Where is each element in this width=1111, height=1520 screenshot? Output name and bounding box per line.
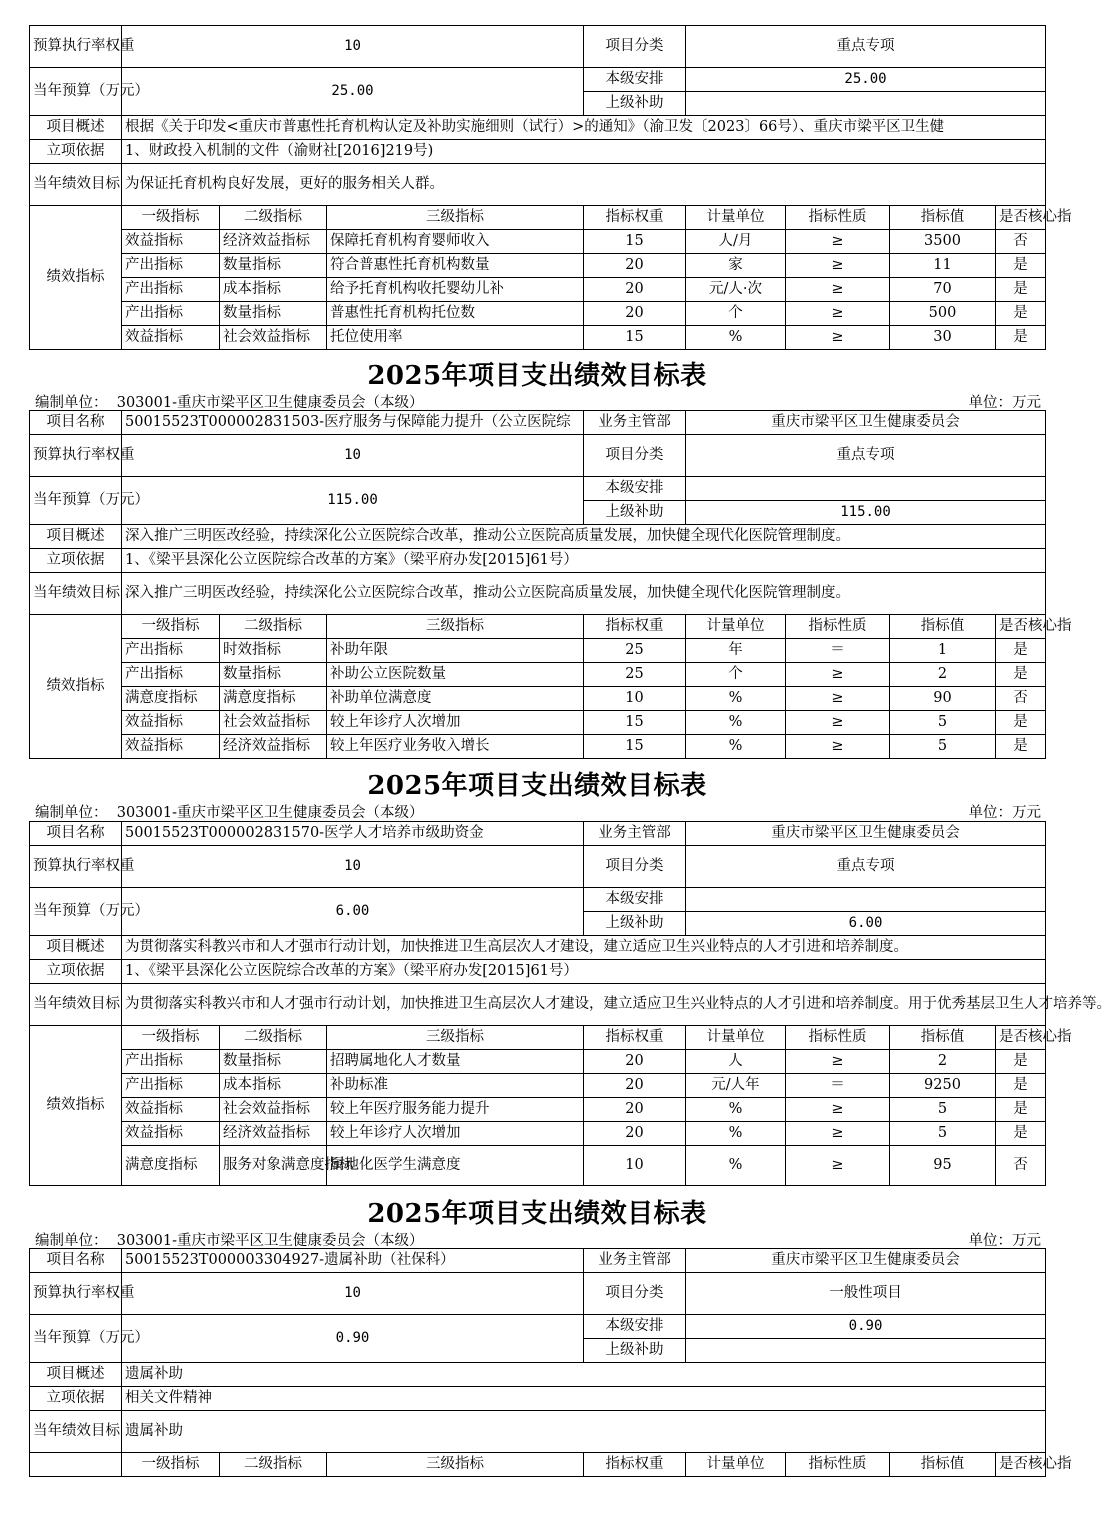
basis-value: 1、《梁平县深化公立医院综合改革的方案》（梁平府办发[2015]61号） — [122, 960, 1046, 984]
overview-value: 为贯彻落实科教兴市和人才强市行动计划，加快推进卫生高层次人才建设，建立适应卫生兴业特点的人才引进和培养制度。 — [122, 936, 1046, 960]
perf-header: 三级指标 — [327, 615, 584, 639]
perf-header: 三级指标 — [327, 1453, 584, 1477]
perf-cell: 人/月 — [686, 230, 786, 254]
perf-label: 绩效指标 — [30, 1026, 122, 1186]
perf-cell: 效益指标 — [122, 230, 220, 254]
perf-header: 三级指标 — [327, 1026, 584, 1050]
goal-value: 遗属补助 — [122, 1411, 1046, 1453]
perf-cell: 元/人年 — [686, 1074, 786, 1098]
perf-row — [30, 326, 1046, 350]
perf-row — [30, 1074, 1046, 1098]
perf-cell: 给予托育机构收托婴幼儿补 — [327, 278, 584, 302]
perf-cell: 满意度指标 — [122, 1146, 220, 1186]
perf-cell: 经济效益指标 — [220, 230, 327, 254]
perf-cell: 否 — [996, 1146, 1046, 1186]
perf-header: 指标权重 — [584, 1453, 686, 1477]
dept-value: 重庆市梁平区卫生健康委员会 — [686, 411, 1046, 435]
unit-label: 编制单位： — [35, 395, 108, 411]
perf-cell: 是 — [996, 1050, 1046, 1074]
basis-label: 立项依据 — [30, 1387, 122, 1411]
perf-cell: 5 — [890, 735, 996, 759]
perf-cell: 10 — [584, 687, 686, 711]
overview-label: 项目概述 — [30, 116, 122, 140]
perf-header: 计量单位 — [686, 1026, 786, 1050]
basis-label: 立项依据 — [30, 140, 122, 164]
perf-cell: 产出指标 — [122, 639, 220, 663]
perf-cell: 补助年限 — [327, 639, 584, 663]
budget-value: 25.00 — [122, 68, 584, 116]
perf-cell: 经济效益指标 — [220, 735, 327, 759]
category-label: 项目分类 — [584, 435, 686, 477]
perf-header: 指标权重 — [584, 1026, 686, 1050]
perf-header: 指标性质 — [786, 1026, 890, 1050]
perf-row — [30, 1050, 1046, 1074]
perf-header: 一级指标 — [122, 615, 220, 639]
perf-row — [30, 302, 1046, 326]
overview-label: 项目概述 — [30, 1363, 122, 1387]
perf-cell: 是 — [996, 663, 1046, 687]
perf-cell: 数量指标 — [220, 663, 327, 687]
perf-cell: 满意度指标 — [220, 687, 327, 711]
perf-header: 二级指标 — [220, 206, 327, 230]
perf-row — [30, 639, 1046, 663]
perf-row — [30, 254, 1046, 278]
perf-cell: % — [686, 711, 786, 735]
perf-cell: % — [686, 1146, 786, 1186]
perf-cell: 30 — [890, 326, 996, 350]
perf-cell: ≥ — [786, 735, 890, 759]
perf-cell: 500 — [890, 302, 996, 326]
page-title: 2025年项目支出绩效目标表 — [367, 1199, 707, 1229]
perf-cell: 20 — [584, 302, 686, 326]
perf-cell: 时效指标 — [220, 639, 327, 663]
perf-header: 一级指标 — [122, 206, 220, 230]
org-name: 303001-重庆市梁平区卫生健康委员会（本级） — [116, 1233, 424, 1249]
basis-value: 相关文件精神 — [122, 1387, 1046, 1411]
perf-cell: 是 — [996, 326, 1046, 350]
basis-label: 立项依据 — [30, 549, 122, 573]
local-label: 本级安排 — [584, 1315, 686, 1339]
exec-weight-label: 预算执行率权重 — [30, 26, 122, 68]
upper-value — [686, 1339, 1046, 1363]
dept-value: 重庆市梁平区卫生健康委员会 — [686, 1249, 1046, 1273]
perf-cell: 95 — [890, 1146, 996, 1186]
perf-row — [30, 230, 1046, 254]
perf-cell: % — [686, 326, 786, 350]
goal-label: 当年绩效目标 — [30, 573, 122, 615]
perf-row — [30, 278, 1046, 302]
goal-value: 为保证托育机构良好发展，更好的服务相关人群。 — [122, 164, 1046, 206]
perf-cell: 数量指标 — [220, 302, 327, 326]
perf-cell: 20 — [584, 278, 686, 302]
table-3 — [29, 821, 1111, 1186]
budget-value: 0.90 — [122, 1315, 584, 1363]
perf-cell: 20 — [584, 1074, 686, 1098]
upper-value — [686, 92, 1046, 116]
perf-cell: 是 — [996, 302, 1046, 326]
perf-cell: 效益指标 — [122, 1098, 220, 1122]
perf-label: 绩效指标 — [30, 615, 122, 759]
perf-cell: 是 — [996, 1098, 1046, 1122]
perf-cell: 成本指标 — [220, 278, 327, 302]
goal-label: 当年绩效目标 — [30, 1411, 122, 1453]
project-name-value: 50015523T000002831503-医疗服务与保障能力提升（公立医院综 — [122, 411, 584, 435]
perf-cell: 70 — [890, 278, 996, 302]
perf-cell: 较上年医疗服务能力提升 — [327, 1098, 584, 1122]
category-label: 项目分类 — [584, 26, 686, 68]
perf-cell: 服务对象满意度指标 — [220, 1146, 327, 1186]
perf-cell: 20 — [584, 254, 686, 278]
exec-weight-label: 预算执行率权重 — [30, 1273, 122, 1315]
overview-label: 项目概述 — [30, 525, 122, 549]
dept-value: 重庆市梁平区卫生健康委员会 — [686, 822, 1046, 846]
perf-cell: 15 — [584, 735, 686, 759]
project-name-label: 项目名称 — [30, 1249, 122, 1273]
project-name-value: 50015523T000002831570-医学人才培养市级助资金 — [122, 822, 584, 846]
perf-cell: 效益指标 — [122, 326, 220, 350]
basis-value: 1、财政投入机制的文件（渝财社[2016]219号) — [122, 140, 1046, 164]
perf-cell: 数量指标 — [220, 254, 327, 278]
perf-cell: ≥ — [786, 1122, 890, 1146]
perf-cell: 较上年诊疗人次增加 — [327, 711, 584, 735]
budget-value: 115.00 — [122, 477, 584, 525]
perf-cell: 托位使用率 — [327, 326, 584, 350]
perf-cell: ≥ — [786, 1098, 890, 1122]
category-value: 重点专项 — [686, 846, 1046, 888]
perf-row — [30, 735, 1046, 759]
table-2 — [29, 410, 1072, 759]
unit-label: 编制单位： — [35, 1233, 108, 1249]
perf-cell: 3500 — [890, 230, 996, 254]
perf-cell: 属地化医学生满意度 — [327, 1146, 584, 1186]
perf-cell: 年 — [686, 639, 786, 663]
perf-cell: 符合普惠性托育机构数量 — [327, 254, 584, 278]
perf-cell: 数量指标 — [220, 1050, 327, 1074]
perf-cell: 成本指标 — [220, 1074, 327, 1098]
budget-label: 当年预算（万元） — [30, 477, 122, 525]
perf-cell: % — [686, 687, 786, 711]
budget-label: 当年预算（万元） — [30, 888, 122, 936]
exec-weight-value: 10 — [122, 846, 584, 888]
perf-row — [30, 663, 1046, 687]
perf-cell: 补助单位满意度 — [327, 687, 584, 711]
perf-cell: 11 — [890, 254, 996, 278]
perf-cell: ≥ — [786, 278, 890, 302]
perf-header: 指标值 — [890, 206, 996, 230]
perf-header: 是否核心指 — [996, 615, 1046, 639]
page-title: 2025年项目支出绩效目标表 — [367, 361, 707, 391]
exec-weight-value: 10 — [122, 26, 584, 68]
local-label: 本级安排 — [584, 888, 686, 912]
perf-header: 三级指标 — [327, 206, 584, 230]
perf-header: 计量单位 — [686, 615, 786, 639]
perf-header: 计量单位 — [686, 206, 786, 230]
perf-header: 是否核心指 — [996, 206, 1046, 230]
category-label: 项目分类 — [584, 1273, 686, 1315]
overview-value: 深入推广三明医改经验，持续深化公立医院综合改革，推动公立医院高质量发展，加快健全现代化医院管理制度。 — [122, 525, 1046, 549]
perf-row — [30, 1098, 1046, 1122]
perf-cell: 5 — [890, 1122, 996, 1146]
perf-cell: 产出指标 — [122, 278, 220, 302]
perf-cell: 社会效益指标 — [220, 711, 327, 735]
perf-cell: 产出指标 — [122, 663, 220, 687]
local-value: 0.90 — [686, 1315, 1046, 1339]
perf-cell: 90 — [890, 687, 996, 711]
perf-header: 二级指标 — [220, 1453, 327, 1477]
budget-value: 6.00 — [122, 888, 584, 936]
page-title: 2025年项目支出绩效目标表 — [367, 771, 707, 801]
perf-row — [30, 687, 1046, 711]
perf-cell: 普惠性托育机构托位数 — [327, 302, 584, 326]
perf-header: 指标值 — [890, 615, 996, 639]
perf-cell: ≥ — [786, 254, 890, 278]
perf-cell: 2 — [890, 1050, 996, 1074]
perf-row — [30, 1122, 1046, 1146]
perf-cell: 25 — [584, 663, 686, 687]
local-label: 本级安排 — [584, 477, 686, 501]
perf-cell: 是 — [996, 711, 1046, 735]
perf-cell: % — [686, 735, 786, 759]
perf-cell: 社会效益指标 — [220, 326, 327, 350]
perf-header: 二级指标 — [220, 615, 327, 639]
perf-cell: ≥ — [786, 302, 890, 326]
perf-cell: ≥ — [786, 326, 890, 350]
perf-cell: ≥ — [786, 711, 890, 735]
perf-header: 是否核心指 — [996, 1453, 1046, 1477]
upper-value: 6.00 — [686, 912, 1046, 936]
perf-cell: ＝ — [786, 639, 890, 663]
perf-cell: 招聘属地化人才数量 — [327, 1050, 584, 1074]
dept-label: 业务主管部 — [584, 1249, 686, 1273]
perf-cell: 2 — [890, 663, 996, 687]
currency-unit: 单位：万元 — [968, 1233, 1041, 1249]
perf-cell: 9250 — [890, 1074, 996, 1098]
perf-cell: 家 — [686, 254, 786, 278]
perf-cell: 产出指标 — [122, 1074, 220, 1098]
perf-cell: 较上年诊疗人次增加 — [327, 1122, 584, 1146]
perf-cell: 5 — [890, 1098, 996, 1122]
perf-cell: 补助标准 — [327, 1074, 584, 1098]
org-name: 303001-重庆市梁平区卫生健康委员会（本级） — [116, 395, 424, 411]
table-1 — [29, 25, 1072, 350]
org-name: 303001-重庆市梁平区卫生健康委员会（本级） — [116, 805, 424, 821]
perf-cell: 补助公立医院数量 — [327, 663, 584, 687]
perf-cell: 否 — [996, 687, 1046, 711]
local-value — [686, 888, 1046, 912]
basis-value: 1、《梁平县深化公立医院综合改革的方案》（梁平府办发[2015]61号） — [122, 549, 1046, 573]
perf-header: 指标权重 — [584, 615, 686, 639]
unit-label: 编制单位： — [35, 805, 108, 821]
perf-row — [30, 711, 1046, 735]
goal-value: 为贯彻落实科教兴市和人才强市行动计划，加快推进卫生高层次人才建设，建立适应卫生兴业特点的人才引进和培养制度。用于优秀基层卫生人才培养等。 — [122, 984, 1046, 1026]
perf-cell: % — [686, 1098, 786, 1122]
perf-header: 计量单位 — [686, 1453, 786, 1477]
perf-cell: 是 — [996, 735, 1046, 759]
perf-cell: ≥ — [786, 1050, 890, 1074]
perf-cell: 否 — [996, 230, 1046, 254]
perf-header: 二级指标 — [220, 1026, 327, 1050]
perf-cell: 满意度指标 — [122, 687, 220, 711]
perf-cell: 是 — [996, 278, 1046, 302]
perf-cell: 产出指标 — [122, 1050, 220, 1074]
exec-weight-value: 10 — [122, 435, 584, 477]
perf-cell: ≥ — [786, 663, 890, 687]
project-name-label: 项目名称 — [30, 411, 122, 435]
dept-label: 业务主管部 — [584, 411, 686, 435]
perf-header: 一级指标 — [122, 1026, 220, 1050]
perf-cell: 15 — [584, 326, 686, 350]
project-name-label: 项目名称 — [30, 822, 122, 846]
exec-weight-label: 预算执行率权重 — [30, 435, 122, 477]
perf-cell: 10 — [584, 1146, 686, 1186]
meta-line — [35, 391, 1041, 409]
upper-label: 上级补助 — [584, 912, 686, 936]
perf-cell: 个 — [686, 663, 786, 687]
budget-label: 当年预算（万元） — [30, 1315, 122, 1363]
local-label: 本级安排 — [584, 68, 686, 92]
perf-cell: 是 — [996, 1122, 1046, 1146]
currency-unit: 单位：万元 — [968, 805, 1041, 821]
basis-label: 立项依据 — [30, 960, 122, 984]
perf-cell: 15 — [584, 230, 686, 254]
perf-row — [30, 1146, 1046, 1186]
budget-label: 当年预算（万元） — [30, 68, 122, 116]
perf-header: 指标值 — [890, 1026, 996, 1050]
project-name-value: 50015523T000003304927-遗属补助（社保科） — [122, 1249, 584, 1273]
perf-cell: 20 — [584, 1122, 686, 1146]
perf-header: 指标权重 — [584, 206, 686, 230]
meta-line — [35, 1229, 1041, 1247]
perf-cell: ≥ — [786, 230, 890, 254]
perf-cell: ＝ — [786, 1074, 890, 1098]
category-value: 重点专项 — [686, 435, 1046, 477]
currency-unit: 单位：万元 — [968, 395, 1041, 411]
perf-cell: 1 — [890, 639, 996, 663]
perf-cell: 20 — [584, 1050, 686, 1074]
perf-cell: 5 — [890, 711, 996, 735]
goal-label: 当年绩效目标 — [30, 984, 122, 1026]
perf-header: 指标性质 — [786, 206, 890, 230]
perf-cell: 效益指标 — [122, 711, 220, 735]
perf-cell: 是 — [996, 1074, 1046, 1098]
perf-header: 一级指标 — [122, 1453, 220, 1477]
perf-cell: 保障托育机构育婴师收入 — [327, 230, 584, 254]
perf-cell: ≥ — [786, 687, 890, 711]
category-value: 一般性项目 — [686, 1273, 1046, 1315]
overview-value: 遗属补助 — [122, 1363, 1046, 1387]
local-value: 25.00 — [686, 68, 1046, 92]
table-4 — [29, 1248, 1072, 1477]
upper-value: 115.00 — [686, 501, 1046, 525]
perf-header: 是否核心指 — [996, 1026, 1046, 1050]
perf-header: 指标值 — [890, 1453, 996, 1477]
perf-header: 指标性质 — [786, 615, 890, 639]
upper-label: 上级补助 — [584, 92, 686, 116]
perf-cell: 效益指标 — [122, 1122, 220, 1146]
perf-label: 绩效指标 — [30, 206, 122, 350]
perf-cell: 25 — [584, 639, 686, 663]
perf-cell: 人 — [686, 1050, 786, 1074]
category-value: 重点专项 — [686, 26, 1046, 68]
perf-cell: 社会效益指标 — [220, 1098, 327, 1122]
local-value — [686, 477, 1046, 501]
dept-label: 业务主管部 — [584, 822, 686, 846]
perf-cell: ≥ — [786, 1146, 890, 1186]
meta-line — [35, 801, 1041, 819]
goal-label: 当年绩效目标 — [30, 164, 122, 206]
exec-weight-value: 10 — [122, 1273, 584, 1315]
upper-label: 上级补助 — [584, 501, 686, 525]
overview-label: 项目概述 — [30, 936, 122, 960]
perf-cell: 个 — [686, 302, 786, 326]
upper-label: 上级补助 — [584, 1339, 686, 1363]
perf-cell: 元/人·次 — [686, 278, 786, 302]
perf-cell: 15 — [584, 711, 686, 735]
perf-header: 指标性质 — [786, 1453, 890, 1477]
perf-cell: 产出指标 — [122, 302, 220, 326]
perf-cell: 经济效益指标 — [220, 1122, 327, 1146]
perf-cell: 效益指标 — [122, 735, 220, 759]
goal-value: 深入推广三明医改经验，持续深化公立医院综合改革，推动公立医院高质量发展，加快健全现代化医院管理制度。 — [122, 573, 1046, 615]
perf-cell: 较上年医疗业务收入增长 — [327, 735, 584, 759]
exec-weight-label: 预算执行率权重 — [30, 846, 122, 888]
perf-cell: 是 — [996, 639, 1046, 663]
perf-cell: 是 — [996, 254, 1046, 278]
category-label: 项目分类 — [584, 846, 686, 888]
perf-cell: % — [686, 1122, 786, 1146]
perf-cell: 产出指标 — [122, 254, 220, 278]
perf-cell: 20 — [584, 1098, 686, 1122]
perf-label-empty — [30, 1453, 122, 1477]
overview-value: 根据《关于印发<重庆市普惠性托育机构认定及补助实施细则（试行）>的通知》（渝卫发〔2023〕66号）、重庆市梁平区卫生健 — [122, 116, 1046, 140]
